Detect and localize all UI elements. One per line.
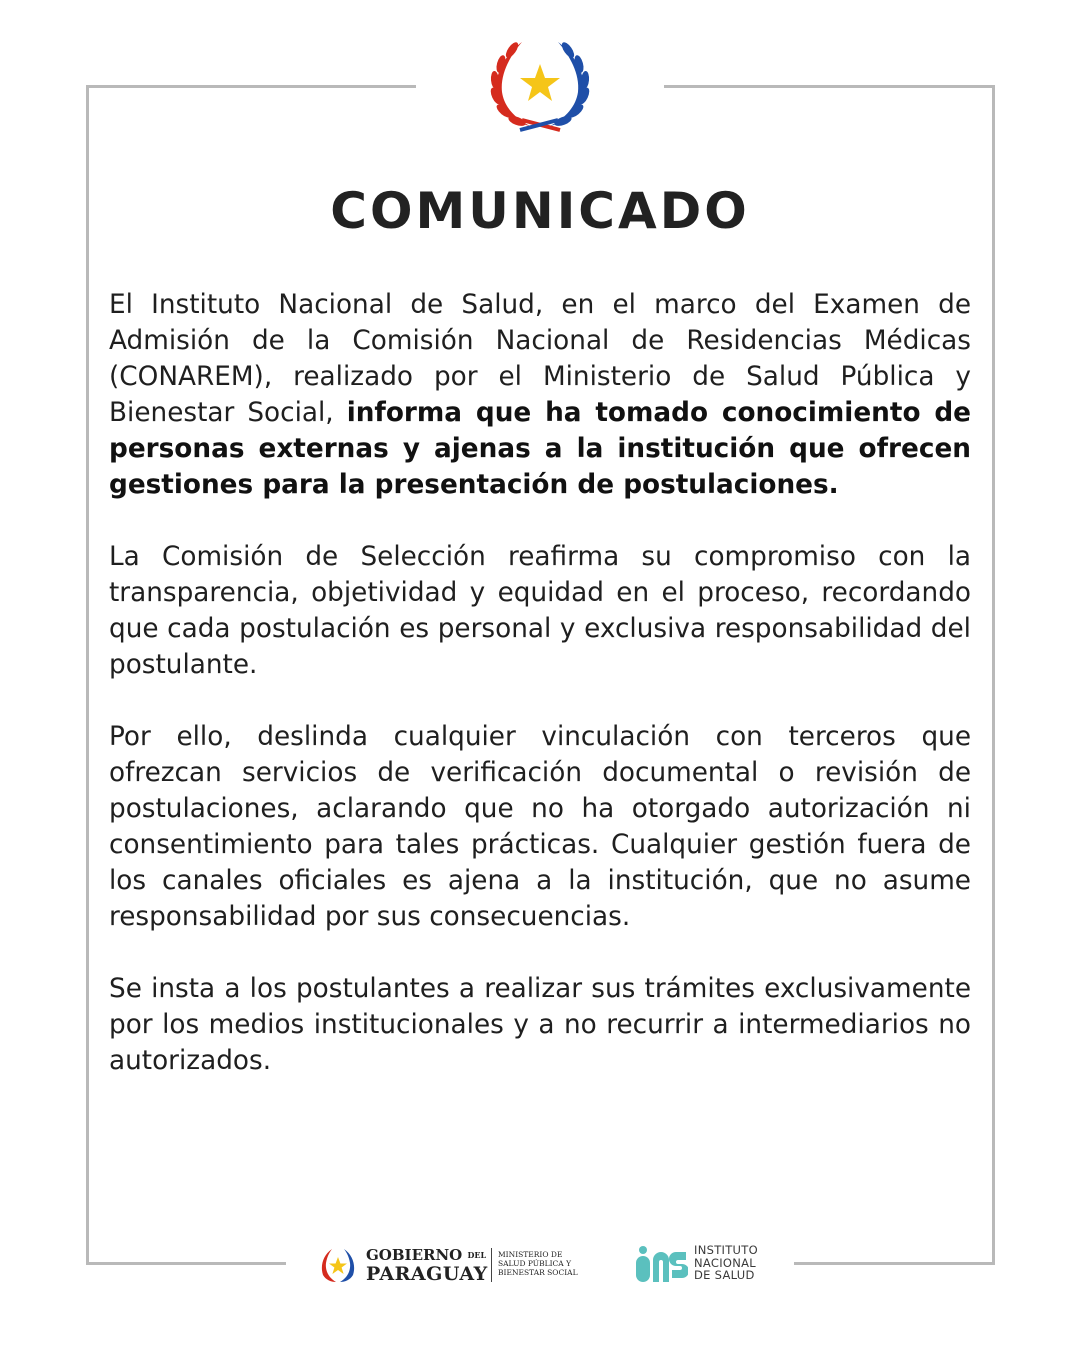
ins-line2: NACIONAL [694, 1255, 757, 1270]
ministerio-line1: MINISTERIO DE [498, 1250, 563, 1259]
frame-bottom-right [794, 1262, 995, 1265]
gobierno-del: DEL [467, 1250, 487, 1260]
frame-left [86, 85, 89, 1265]
frame-right [992, 85, 995, 1265]
paraguay-coat-of-arms-icon [484, 34, 596, 134]
paragraph-4: Se insta a los postulantes a realizar sus trámites exclusivamente por los medios institucionales y a no recurrir a intermediarios no autorizados. [109, 974, 971, 1076]
ministerio-label [498, 1250, 618, 1277]
paragraph-1 [109, 287, 971, 503]
gobierno-wordmark [366, 1247, 488, 1284]
paragraph-3: Por ello, deslinda cualquier vinculación con terceros que ofrezcan servicios de verificación documental o revisión de postulaciones, aclarando que no ha otorgado autorización ni consentimiento para tales prácticas. Cualquier gestión fuera de los canales oficiales es ajena a la institución, que no asume responsabilidad por sus consecuencias. [109, 722, 971, 932]
frame-top-right [664, 85, 995, 88]
communique-body [109, 287, 971, 1115]
gobierno-line1: GOBIERNO DEL [366, 1246, 487, 1264]
instituto-nacional-salud-logo [636, 1244, 786, 1288]
paragraph-1-regular: El Instituto Nacional de Salud, en el marco del Examen de Admisión de la Comisión Nacional de Residencias Médicas (CONAREM), realizado por el Ministerio de Salud Pública y Bienestar Social, [109, 290, 971, 428]
gobierno-line2: PARAGUAY [366, 1263, 488, 1285]
ins-line1: INSTITUTO [694, 1243, 758, 1257]
ins-logo-icon [636, 1246, 688, 1282]
frame-bottom-left [86, 1262, 286, 1265]
paragraph-2: La Comisión de Selección reafirma su compromiso con la transparencia, objetividad y equidad en el proceso, recordando que cada postulación es personal y exclusiva responsabilidad del postulante. [109, 542, 971, 680]
frame-top-left [86, 85, 416, 88]
logo-separator [491, 1248, 492, 1282]
gobierno-paraguay-logo [316, 1240, 616, 1288]
ministerio-line3: BIENESTAR SOCIAL [498, 1268, 578, 1277]
paraguay-seal-icon [318, 1246, 358, 1284]
page-title: COMUNICADO [330, 182, 750, 240]
footer-logos [316, 1240, 776, 1288]
ministerio-line2: SALUD PÚBLICA Y [498, 1259, 572, 1268]
ins-wordmark [694, 1244, 758, 1282]
ins-line3: DE SALUD [694, 1268, 755, 1282]
paragraph-1-bold: informa que ha tomado conocimiento de personas externas y ajenas a la institución que ofrecen gestiones para la presentación de postulaciones. [109, 398, 971, 500]
